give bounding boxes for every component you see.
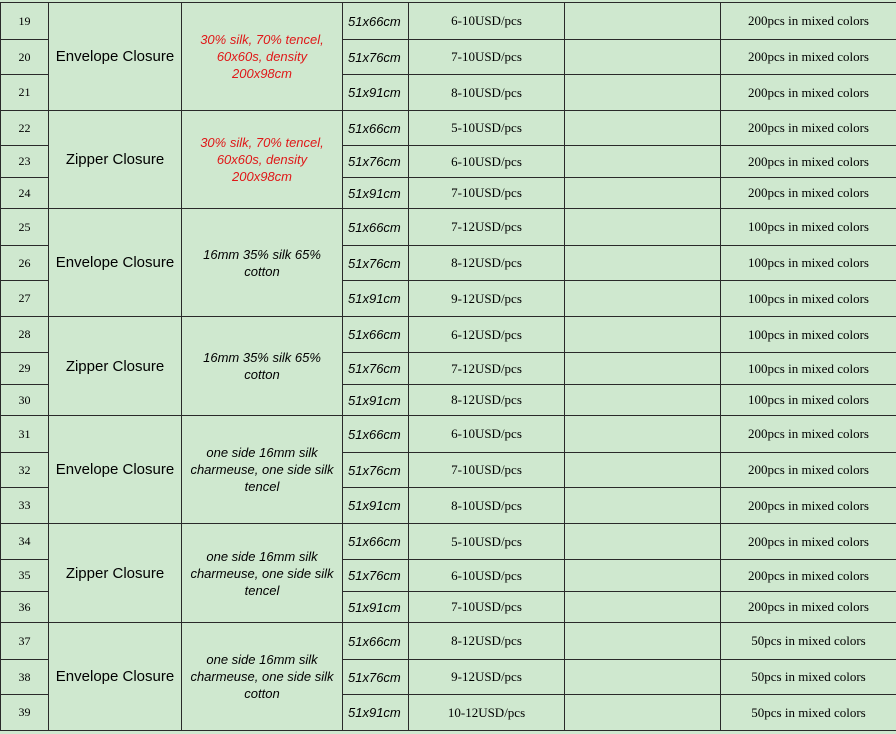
empty-cell xyxy=(565,75,721,111)
table-row xyxy=(1,3,896,40)
moq-cell: 200pcs in mixed colors xyxy=(721,416,896,453)
price-cell: 6-12USD/pcs xyxy=(409,317,565,353)
closure-type-cell: Envelope Closure xyxy=(49,623,182,731)
size-cell: 51x91cm xyxy=(343,75,409,111)
row-number-cell: 31 xyxy=(1,416,49,453)
moq-cell: 100pcs in mixed colors xyxy=(721,317,896,353)
table-row xyxy=(1,524,896,560)
size-cell: 51x76cm xyxy=(343,453,409,488)
size-cell: 51x66cm xyxy=(343,317,409,353)
empty-cell xyxy=(565,385,721,416)
empty-cell xyxy=(565,317,721,353)
empty-cell xyxy=(565,209,721,246)
closure-type-cell: Zipper Closure xyxy=(49,111,182,209)
moq-cell: 100pcs in mixed colors xyxy=(721,353,896,385)
price-cell: 9-12USD/pcs xyxy=(409,281,565,317)
size-cell: 51x76cm xyxy=(343,660,409,695)
table-row xyxy=(1,317,896,353)
closure-type-cell: Zipper Closure xyxy=(49,317,182,416)
price-cell: 7-10USD/pcs xyxy=(409,40,565,75)
row-number-cell: 28 xyxy=(1,317,49,353)
price-cell: 8-12USD/pcs xyxy=(409,623,565,660)
row-number-cell: 20 xyxy=(1,40,49,75)
material-cell: 16mm 35% silk 65% cotton xyxy=(182,209,343,317)
moq-cell: 200pcs in mixed colors xyxy=(721,592,896,623)
size-cell: 51x66cm xyxy=(343,3,409,40)
price-cell: 7-10USD/pcs xyxy=(409,453,565,488)
row-number-cell: 19 xyxy=(1,3,49,40)
price-cell: 7-12USD/pcs xyxy=(409,353,565,385)
price-cell: 10-12USD/pcs xyxy=(409,695,565,731)
row-number-cell: 30 xyxy=(1,385,49,416)
moq-cell: 200pcs in mixed colors xyxy=(721,453,896,488)
moq-cell: 200pcs in mixed colors xyxy=(721,40,896,75)
size-cell: 51x66cm xyxy=(343,524,409,560)
price-cell: 8-10USD/pcs xyxy=(409,75,565,111)
moq-cell: 50pcs in mixed colors xyxy=(721,623,896,660)
price-cell: 6-10USD/pcs xyxy=(409,560,565,592)
row-number-cell: 33 xyxy=(1,488,49,524)
size-cell: 51x91cm xyxy=(343,592,409,623)
size-cell: 51x91cm xyxy=(343,488,409,524)
moq-cell: 200pcs in mixed colors xyxy=(721,111,896,146)
closure-type-cell: Envelope Closure xyxy=(49,416,182,524)
moq-cell: 200pcs in mixed colors xyxy=(721,146,896,178)
price-cell: 8-12USD/pcs xyxy=(409,385,565,416)
empty-cell xyxy=(565,695,721,731)
size-cell: 51x76cm xyxy=(343,560,409,592)
empty-cell xyxy=(565,416,721,453)
empty-cell xyxy=(565,524,721,560)
size-cell: 51x66cm xyxy=(343,416,409,453)
material-cell: 30% silk, 70% tencel, 60x60s, density 200x98cm xyxy=(182,3,343,111)
size-cell: 51x76cm xyxy=(343,246,409,281)
price-cell: 9-12USD/pcs xyxy=(409,660,565,695)
row-number-cell: 35 xyxy=(1,560,49,592)
moq-cell: 200pcs in mixed colors xyxy=(721,178,896,209)
empty-cell xyxy=(565,40,721,75)
price-cell: 5-10USD/pcs xyxy=(409,111,565,146)
price-cell: 7-12USD/pcs xyxy=(409,209,565,246)
size-cell: 51x91cm xyxy=(343,281,409,317)
row-number-cell: 36 xyxy=(1,592,49,623)
row-number-cell: 39 xyxy=(1,695,49,731)
size-cell: 51x66cm xyxy=(343,623,409,660)
row-number-cell: 26 xyxy=(1,246,49,281)
size-cell: 51x91cm xyxy=(343,695,409,731)
moq-cell: 100pcs in mixed colors xyxy=(721,385,896,416)
price-cell: 8-10USD/pcs xyxy=(409,488,565,524)
empty-cell xyxy=(565,560,721,592)
row-number-cell: 27 xyxy=(1,281,49,317)
moq-cell: 200pcs in mixed colors xyxy=(721,560,896,592)
empty-cell xyxy=(565,660,721,695)
closure-type-cell: Envelope Closure xyxy=(49,3,182,111)
table-row xyxy=(1,416,896,453)
size-cell: 51x76cm xyxy=(343,353,409,385)
size-cell: 51x76cm xyxy=(343,40,409,75)
moq-cell: 100pcs in mixed colors xyxy=(721,246,896,281)
material-cell: 30% silk, 70% tencel, 60x60s, density 200x98cm xyxy=(182,111,343,209)
table-row xyxy=(1,623,896,660)
empty-cell xyxy=(565,623,721,660)
price-cell: 6-10USD/pcs xyxy=(409,3,565,40)
moq-cell: 50pcs in mixed colors xyxy=(721,695,896,731)
size-cell: 51x91cm xyxy=(343,178,409,209)
row-number-cell: 29 xyxy=(1,353,49,385)
moq-cell: 200pcs in mixed colors xyxy=(721,488,896,524)
price-cell: 8-12USD/pcs xyxy=(409,246,565,281)
row-number-cell: 22 xyxy=(1,111,49,146)
price-cell: 7-10USD/pcs xyxy=(409,592,565,623)
row-number-cell: 21 xyxy=(1,75,49,111)
size-cell: 51x91cm xyxy=(343,385,409,416)
price-cell: 7-10USD/pcs xyxy=(409,178,565,209)
row-number-cell: 34 xyxy=(1,524,49,560)
table-row xyxy=(1,209,896,246)
row-number-cell: 23 xyxy=(1,146,49,178)
empty-cell xyxy=(565,281,721,317)
closure-type-cell: Envelope Closure xyxy=(49,209,182,317)
price-cell: 6-10USD/pcs xyxy=(409,146,565,178)
empty-cell xyxy=(565,146,721,178)
moq-cell: 100pcs in mixed colors xyxy=(721,281,896,317)
table-row xyxy=(1,111,896,146)
empty-cell xyxy=(565,488,721,524)
price-cell: 6-10USD/pcs xyxy=(409,416,565,453)
moq-cell: 50pcs in mixed colors xyxy=(721,660,896,695)
size-cell: 51x66cm xyxy=(343,111,409,146)
product-table xyxy=(0,2,896,731)
empty-cell xyxy=(565,353,721,385)
price-cell: 5-10USD/pcs xyxy=(409,524,565,560)
empty-cell xyxy=(565,3,721,40)
table-body xyxy=(1,3,896,731)
material-cell: 16mm 35% silk 65% cotton xyxy=(182,317,343,416)
empty-cell xyxy=(565,178,721,209)
moq-cell: 200pcs in mixed colors xyxy=(721,524,896,560)
size-cell: 51x76cm xyxy=(343,146,409,178)
empty-cell xyxy=(565,453,721,488)
moq-cell: 200pcs in mixed colors xyxy=(721,75,896,111)
material-cell: one side 16mm silk charmeuse, one side silk cotton xyxy=(182,623,343,731)
empty-cell xyxy=(565,592,721,623)
row-number-cell: 25 xyxy=(1,209,49,246)
closure-type-cell: Zipper Closure xyxy=(49,524,182,623)
row-number-cell: 37 xyxy=(1,623,49,660)
row-number-cell: 32 xyxy=(1,453,49,488)
material-cell: one side 16mm silk charmeuse, one side silk tencel xyxy=(182,524,343,623)
moq-cell: 200pcs in mixed colors xyxy=(721,3,896,40)
row-number-cell: 24 xyxy=(1,178,49,209)
size-cell: 51x66cm xyxy=(343,209,409,246)
moq-cell: 100pcs in mixed colors xyxy=(721,209,896,246)
row-number-cell: 38 xyxy=(1,660,49,695)
empty-cell xyxy=(565,111,721,146)
empty-cell xyxy=(565,246,721,281)
material-cell: one side 16mm silk charmeuse, one side silk tencel xyxy=(182,416,343,524)
